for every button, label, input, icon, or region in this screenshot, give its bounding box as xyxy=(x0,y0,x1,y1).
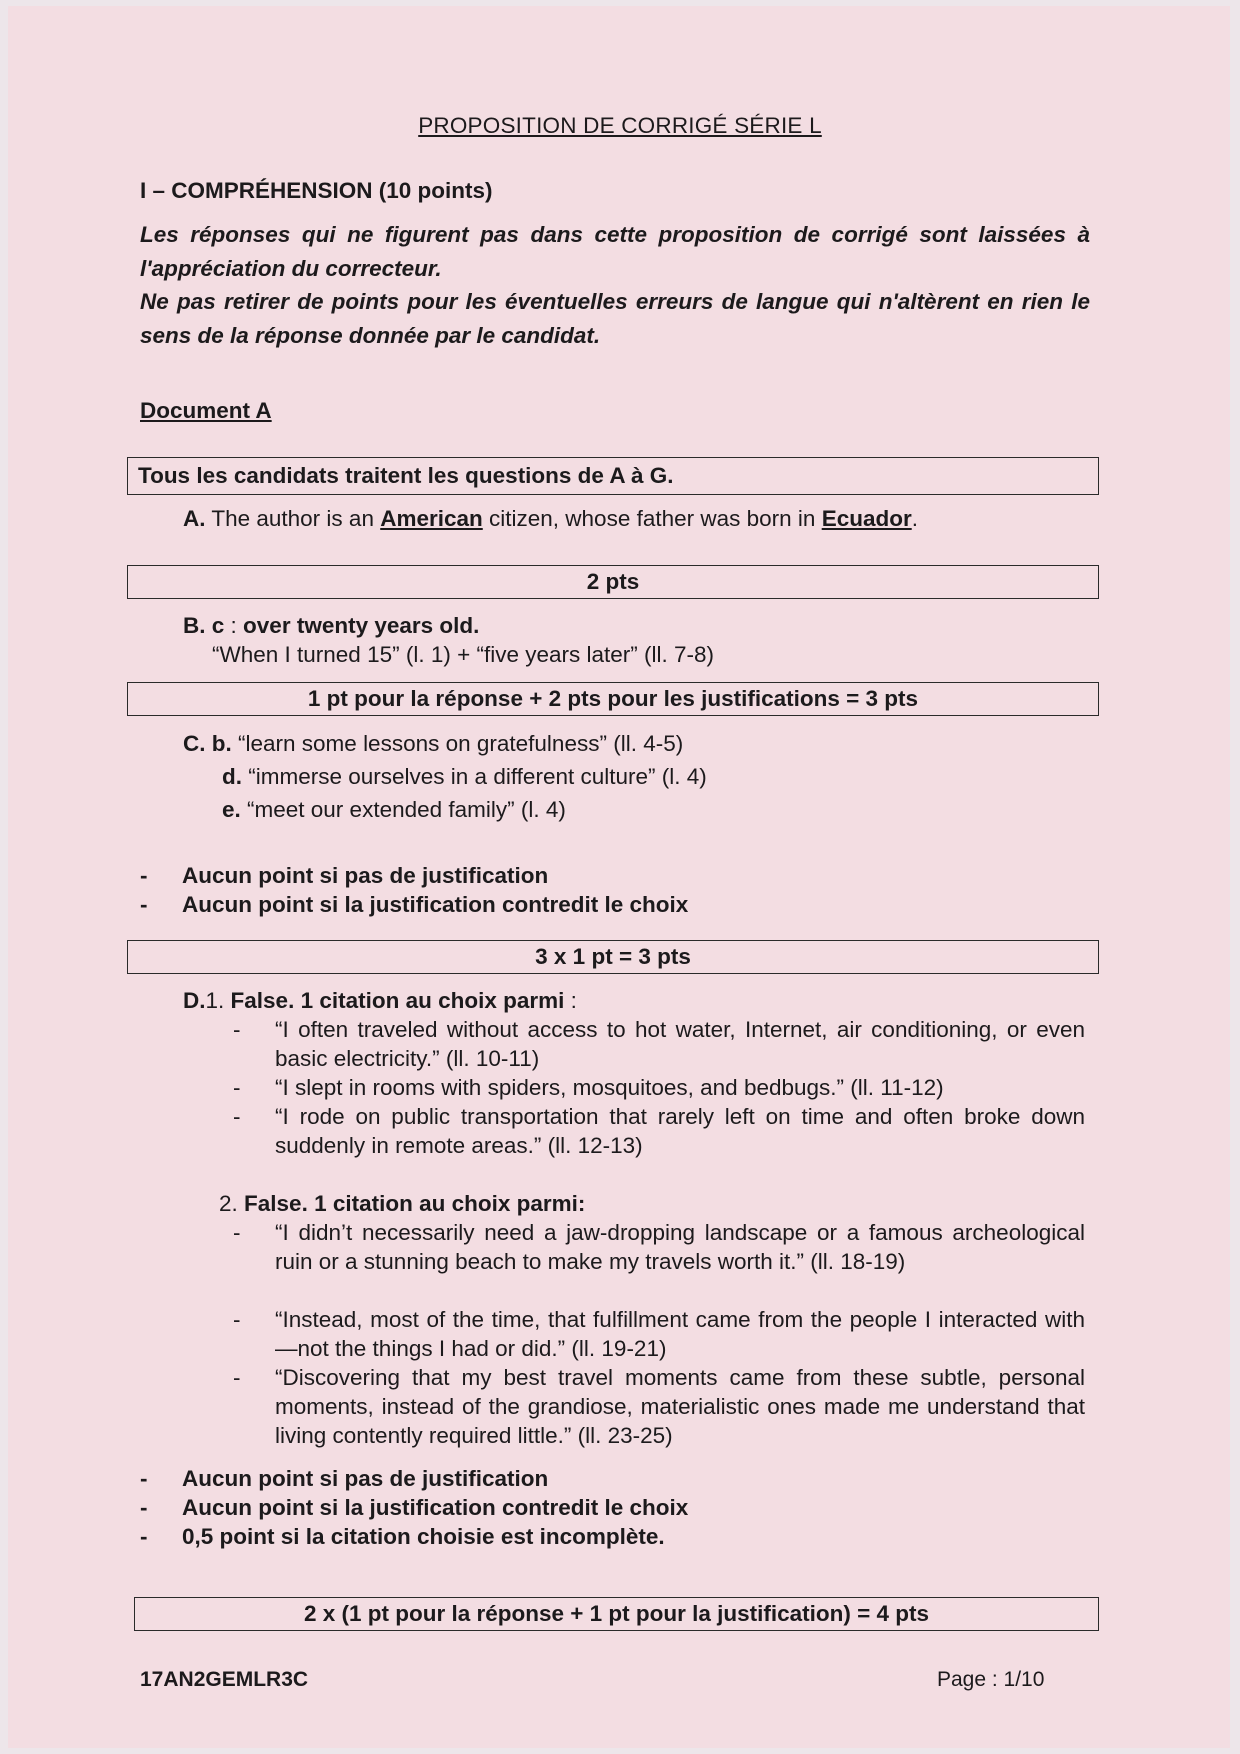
page-title: PROPOSITION DE CORRIGÉ SÉRIE L xyxy=(418,113,822,138)
question-c-item xyxy=(222,796,566,825)
question-d1-colon: : xyxy=(564,988,577,1013)
intro-paragraph-2: Ne pas retirer de points pour les éventuelles erreurs de langue qui n'altèrent en rien le sens de la réponse donnée par le candidat. xyxy=(140,289,1090,348)
score-box-d: 2 x (1 pt pour la réponse + 1 pt pour la justification) = 4 pts xyxy=(134,1597,1099,1631)
question-a-text-3: . xyxy=(911,506,918,531)
question-d2-number: 2. xyxy=(219,1191,238,1216)
question-a-text-2: citizen, whose father was born in xyxy=(482,506,822,531)
dash-bullet: - xyxy=(140,1524,148,1549)
question-c-item-letter: d. xyxy=(222,764,242,789)
question-d1-answer: False. xyxy=(230,988,295,1013)
question-c-item xyxy=(222,763,707,792)
rule-text: Aucun point si pas de justification xyxy=(182,1466,549,1491)
quote-item xyxy=(233,1016,1085,1074)
instruction-box: Tous les candidats traitent les questions de A à G. xyxy=(127,457,1099,495)
question-c xyxy=(183,730,683,759)
intro-instructions xyxy=(140,218,1090,352)
question-b xyxy=(183,612,479,641)
question-d2 xyxy=(219,1190,585,1219)
dash-bullet: - xyxy=(140,863,148,888)
quote-text: “I often traveled without access to hot water, Internet, air conditioning, or even basic electricity.” (ll. 10-11) xyxy=(275,1017,1085,1071)
question-b-answer-letter: c xyxy=(211,613,225,638)
question-a xyxy=(183,505,918,534)
page-number: Page : 1/10 xyxy=(937,1668,1045,1691)
dash-bullet: - xyxy=(233,1075,241,1100)
question-c-letter: C. xyxy=(183,731,206,756)
document-heading: Document A xyxy=(140,398,272,423)
question-a-letter: A. xyxy=(183,506,206,531)
dash-bullet: - xyxy=(233,1307,241,1332)
question-d-letter: D. xyxy=(183,988,206,1013)
question-c-item-text: “learn some lessons on gratefulness” (ll. 4-5) xyxy=(231,731,684,756)
quote-text: “I didn’t necessarily need a jaw-dropping landscape or a famous archeological ruin or a stunning beach to make my travels worth it.” (ll. 18-19) xyxy=(275,1220,1085,1274)
question-d1-number: 1. xyxy=(205,988,225,1013)
question-d2-lead: 1 citation au choix parmi: xyxy=(314,1191,586,1216)
dash-bullet: - xyxy=(140,892,148,917)
rule-text: Aucun point si pas de justification xyxy=(182,863,549,888)
dash-bullet: - xyxy=(233,1104,241,1129)
question-d2-answer: False. xyxy=(244,1191,308,1216)
dash-bullet: - xyxy=(233,1220,241,1245)
question-d1-lead: 1 citation au choix parmi xyxy=(300,988,565,1013)
score-box-b: 1 pt pour la réponse + 2 pts pour les justifications = 3 pts xyxy=(127,682,1099,716)
quote-text: “Instead, most of the time, that fulfillment came from the people I interacted with—not the things I had or did.” (ll. 19-21) xyxy=(275,1307,1085,1361)
dash-bullet: - xyxy=(233,1017,241,1042)
question-d1 xyxy=(183,987,577,1016)
question-a-emphasis-1: American xyxy=(380,506,483,531)
intro-paragraph-1: Les réponses qui ne figurent pas dans cette proposition de corrigé sont laissées à l'appréciation du correcteur. xyxy=(140,222,1090,281)
dash-bullet: - xyxy=(140,1466,148,1491)
question-b-justification: “When I turned 15” (l. 1) + “five years later” (ll. 7-8) xyxy=(212,642,715,667)
question-b-answer: over twenty years old. xyxy=(243,613,480,638)
question-a-text-1: The author is an xyxy=(211,506,381,531)
question-c-item-text: “immerse ourselves in a different culture” (l. 4) xyxy=(242,764,707,789)
section-heading: I – COMPRÉHENSION (10 points) xyxy=(140,178,493,203)
rule-text: 0,5 point si la citation choisie est incomplète. xyxy=(182,1524,665,1549)
dash-bullet: - xyxy=(233,1365,241,1390)
quote-text: “I slept in rooms with spiders, mosquitoes, and bedbugs.” (ll. 11-12) xyxy=(275,1075,944,1100)
rule-text: Aucun point si la justification contredit le choix xyxy=(182,1495,689,1520)
dash-bullet: - xyxy=(140,1495,148,1520)
question-a-emphasis-2: Ecuador xyxy=(821,506,912,531)
question-b-separator: : xyxy=(224,613,244,638)
score-box-c: 3 x 1 pt = 3 pts xyxy=(127,940,1099,974)
question-c-item-text: “meet our extended family” (l. 4) xyxy=(240,797,566,822)
quote-text: “I rode on public transportation that rarely left on time and often broke down suddenly in remote areas.” (ll. 12-13) xyxy=(275,1104,1085,1158)
question-c-item-letter: b. xyxy=(211,731,232,756)
question-b-letter: B. xyxy=(183,613,206,638)
rule-text: Aucun point si la justification contredit le choix xyxy=(182,892,689,917)
question-c-item-letter: e. xyxy=(222,797,241,822)
quote-text: “Discovering that my best travel moments came from these subtle, personal moments, instead of the grandiose, materialistic ones made me understand that living contently required little.” (ll. 23-25) xyxy=(275,1365,1085,1448)
document-code: 17AN2GEMLR3C xyxy=(140,1668,309,1691)
score-box-a: 2 pts xyxy=(127,565,1099,599)
